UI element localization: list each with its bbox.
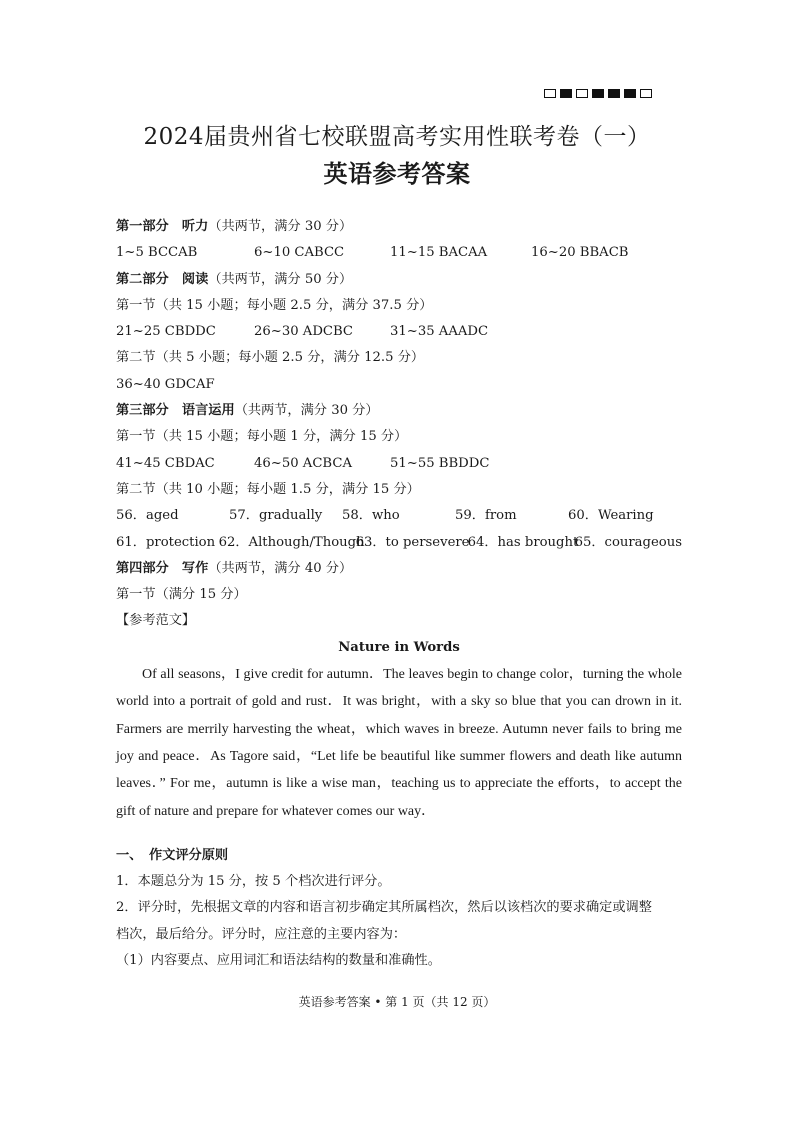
grading-item-2-line2: 档次，最后给分。评分时，应注意的主要内容为： [116, 926, 407, 942]
answer-group: 6~10 CABCC [254, 245, 345, 261]
outline-square-mark [640, 89, 652, 98]
answer-item: 57．gradually [229, 508, 323, 524]
answer-content [116, 214, 682, 974]
part3-section2: 第二节（共 10 小题；每小题 1.5 分，满分 15 分） [116, 481, 420, 497]
filled-square-mark [560, 89, 572, 98]
grading-heading: 一、 作文评分原则 [116, 847, 229, 863]
answer-group: 11~15 BACAA [390, 245, 488, 261]
grading-item-2-sub1: （1）内容要点、应用词汇和语法结构的数量和准确性。 [116, 953, 441, 969]
part2-heading: 第二部分 阅读（共两节，满分 50 分） [116, 271, 353, 287]
essay-title: Nature in Words [338, 639, 460, 655]
answer-group: 46~50 ACBCA [254, 455, 352, 471]
part1-answers [116, 240, 682, 266]
filled-square-mark [608, 89, 620, 98]
answer-group: 1~5 BCCAB [116, 245, 198, 261]
answer-group: 31~35 AAADC [390, 324, 489, 340]
part3-section1-answers [116, 451, 682, 477]
answer-item: 64．has brought [467, 534, 579, 550]
answer-group: 41~45 CBDAC [116, 455, 215, 471]
answer-group: 26~30 ADCBC [254, 324, 354, 340]
grading-item-1: 1．本题总分为 15 分，按 5 个档次进行评分。 [116, 874, 391, 890]
answer-item: 65．courageous [574, 534, 682, 550]
filled-square-mark [592, 89, 604, 98]
header-marks [544, 89, 652, 98]
answer-item: 62．Although/Though [218, 534, 365, 550]
part2-section2-answers: 36~40 GDCAF [116, 376, 215, 392]
sample-essay-label: 【参考范文】 [116, 613, 196, 629]
answer-group: 51~55 BBDDC [390, 455, 490, 471]
answer-item: 56．aged [116, 508, 179, 524]
answer-item: 58．who [342, 508, 400, 524]
outline-square-mark [576, 89, 588, 98]
part2-section1: 第一节（共 15 小题；每小题 2.5 分，满分 37.5 分） [116, 297, 433, 313]
part2-section2: 第二节（共 5 小题；每小题 2.5 分，满分 12.5 分） [116, 350, 425, 366]
filled-square-mark [624, 89, 636, 98]
answer-item: 61．protection [116, 534, 216, 550]
answer-item: 63．to persevere [355, 534, 470, 550]
answer-group: 21~25 CBDDC [116, 324, 216, 340]
part4-heading: 第四部分 写作（共两节，满分 40 分） [116, 560, 353, 576]
answer-group: 16~20 BBACB [531, 245, 629, 261]
document-subtitle: 英语参考答案 [323, 159, 471, 188]
answer-item: 59．from [455, 508, 517, 524]
outline-square-mark [544, 89, 556, 98]
page-footer: 英语参考答案 • 第 1 页（共 12 页） [298, 995, 496, 1009]
part3-answers-row2 [116, 530, 682, 556]
document-title: 2024届贵州省七校联盟高考实用性联考卷（一） [143, 124, 651, 150]
answer-item: 60．Wearing [568, 508, 654, 524]
part1-heading: 第一部分 听力（共两节，满分 30 分） [116, 219, 353, 234]
part3-answers-row1 [116, 503, 682, 529]
grading-item-2-line1: 2．评分时，先根据文章的内容和语言初步确定其所属档次，然后以该档次的要求确定或调整 [116, 900, 652, 916]
essay-paragraph: Of all seasons，I give credit for autumn．The leaves begin to change color，turning the whole world into a portrait of gold and rust．It was bright，with a sky so blue that you can drown in it. Farmers are merrily harvesting the wheat，which waves in breeze. Autumn never fails to bring me joy and peace．As Tagore said，“Let life be beautiful like summer flowers and death like autumn leaves．” For me，autumn is like a wise man，teaching us to appreciate the efforts，to accept the gift of nature and prepare for whatever comes our way． [116, 667, 682, 819]
section-gap [116, 825, 682, 843]
part3-section1: 第一节（共 15 小题；每小题 1 分，满分 15 分） [116, 429, 408, 445]
part3-heading: 第三部分 语言运用（共两节，满分 30 分） [116, 403, 379, 419]
part4-section1: 第一节（满分 15 分） [116, 587, 247, 603]
sample-essay [116, 661, 682, 825]
part2-section1-answers [116, 319, 682, 345]
